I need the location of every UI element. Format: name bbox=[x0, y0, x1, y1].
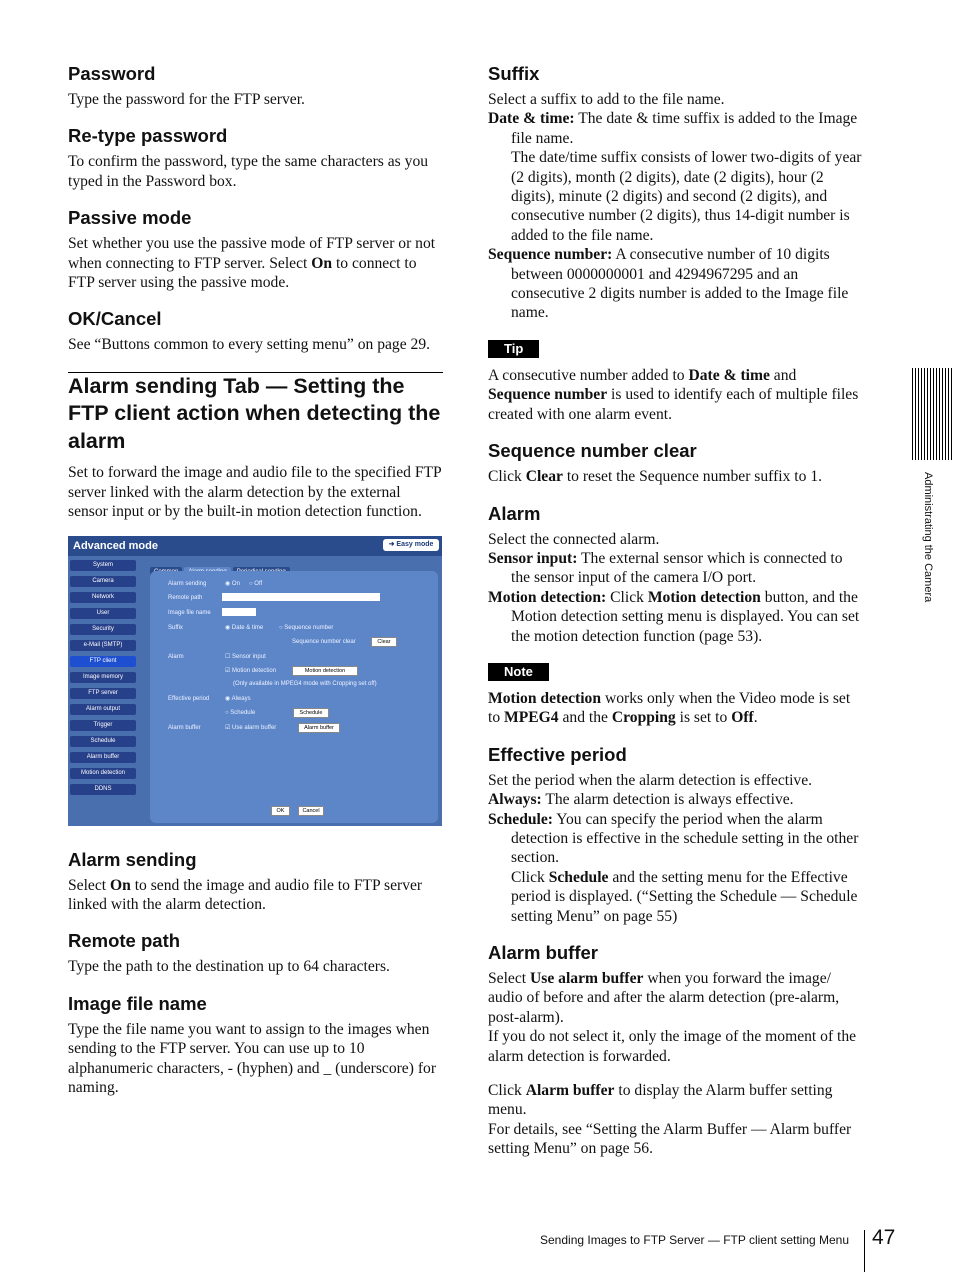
section-title: Alarm sending Tab — Setting the FTP client action when detecting the alarm bbox=[68, 373, 441, 453]
buffer-heading: Alarm buffer bbox=[488, 942, 598, 963]
okcancel-text: See “Buttons common to every setting menu” on page 29. bbox=[68, 336, 431, 354]
image-file-section bbox=[68, 992, 443, 1098]
footer-divider bbox=[864, 1230, 865, 1272]
menu-item: Motion detection bbox=[70, 768, 136, 779]
suffix-heading: Suffix bbox=[488, 63, 540, 84]
menu-item: Schedule bbox=[70, 736, 136, 747]
suffix-date-detail: The date/time suffix consists of lower two-digits of year (2 digits), month (2 digits), date (2 digits), hour (2 digits), minute (2 digits) and second (2 digits), and consecutive number (2 digits), thus 14-digit number is added to the file name. bbox=[511, 149, 862, 244]
tip-section bbox=[488, 338, 862, 424]
buffer-click: Click Alarm buffer to display the Alarm buffer setting menu. bbox=[488, 1082, 833, 1119]
clear-button: Clear bbox=[371, 637, 397, 647]
menu-item: Security bbox=[70, 624, 136, 635]
menu-item: e-Mail (SMTP) bbox=[70, 640, 136, 651]
buffer-text: Select Use alarm buffer when you forward the image/ audio of before and after the alarm detection (pre-alarm, post-alarm). bbox=[488, 970, 840, 1026]
section-tab-marker bbox=[912, 368, 954, 460]
menu-item: Network bbox=[70, 592, 136, 603]
remote-path-section bbox=[68, 929, 443, 976]
note-text: Motion detection works only when the Video mode is set to MPEG4 and the Cropping is set to Off. bbox=[488, 689, 851, 727]
passive-section bbox=[68, 206, 443, 292]
left-column bbox=[68, 62, 443, 1112]
suffix-section bbox=[488, 62, 862, 323]
label-alarm-sending: Alarm sending bbox=[168, 580, 207, 587]
menu-item: System bbox=[70, 560, 136, 571]
seqclear-heading: Sequence number clear bbox=[488, 440, 697, 462]
retype-heading: Re-type password bbox=[68, 125, 228, 147]
password-text: Type the password for the FTP server. bbox=[68, 91, 305, 108]
remote-path-text: Type the path to the destination up to 64 characters. bbox=[68, 958, 390, 976]
label-remote-path: Remote path bbox=[168, 594, 203, 601]
suffix-intro: Select a suffix to add to the file name. bbox=[488, 91, 725, 108]
okcancel-section bbox=[68, 307, 443, 354]
suffix-sequence: Sequence number: A consecutive number of 10 digits between 0000000001 and 4294967295 and an consecutive 2 digits number is added to the Image file name. bbox=[488, 246, 849, 322]
screenshot-menu bbox=[70, 560, 136, 800]
label-alarm: Alarm bbox=[168, 653, 184, 660]
alarm-heading: Alarm bbox=[488, 502, 541, 524]
remote-path-box bbox=[222, 593, 380, 601]
menu-item: FTP server bbox=[70, 688, 136, 699]
menu-item: Alarm buffer bbox=[70, 752, 136, 763]
seqclear-section bbox=[488, 439, 862, 486]
opt-off: ○ Off bbox=[249, 580, 263, 587]
image-file-text: Type the file name you want to assign to the images when sending to the FTP server. You can use up to 10 alphanumeric characters, - (hyphen) and _ (underscore) for naming. bbox=[68, 1020, 437, 1096]
page-footer: Sending Images to FTP Server — FTP client setting Menu bbox=[540, 1233, 850, 1247]
screenshot-title: Advanced mode bbox=[68, 536, 442, 556]
okcancel-heading: OK/Cancel bbox=[68, 308, 162, 330]
password-section bbox=[68, 62, 443, 109]
buffer-section bbox=[488, 941, 862, 1159]
opt-always: ◉ Always bbox=[225, 695, 251, 702]
alarm-motion: Motion detection: Click Motion detection button, and the Motion detection setting menu is displayed. You can set the motion detection function (page 53). bbox=[488, 588, 860, 645]
retype-text: To confirm the password, type the same characters as you typed in the Password box. bbox=[68, 153, 429, 190]
alarm-sending-section bbox=[68, 848, 443, 915]
alarm-sending-heading: Alarm sending bbox=[68, 848, 197, 870]
cancel-button: Cancel bbox=[298, 806, 324, 816]
note-label: Note bbox=[488, 663, 549, 681]
ok-button: OK bbox=[271, 806, 290, 816]
effective-heading: Effective period bbox=[488, 743, 627, 765]
ftp-client-screenshot bbox=[68, 536, 442, 826]
buffer-details: For details, see “Setting the Alarm Buffer — Alarm buffer setting Menu” on page 56. bbox=[488, 1120, 852, 1158]
tip-label: Tip bbox=[488, 340, 539, 358]
buffer-text-2: If you do not select it, only the image of the moment of the alarm detection is forwarded. bbox=[488, 1028, 857, 1065]
easy-mode-button: ➜ Easy mode bbox=[383, 539, 439, 551]
retype-section bbox=[68, 124, 443, 191]
suffix-date-time: Date & time: The date & time suffix is added to the Image file name. bbox=[488, 110, 858, 147]
alarm-sensor: Sensor input: The external sensor which is connected to the sensor input of the camera I/O port. bbox=[488, 549, 843, 587]
effective-schedule: Schedule: You can specify the period when the alarm detection is effective in the schedule setting in the other section. bbox=[488, 810, 859, 867]
tip-text: A consecutive number added to Date & time and Sequence number is used to identify each of multiple files created with one alarm event. bbox=[488, 366, 859, 423]
label-suffix: Suffix bbox=[168, 624, 183, 631]
note-section bbox=[488, 661, 862, 728]
seq-clear-label: Sequence number clear bbox=[292, 638, 356, 645]
menu-item: User bbox=[70, 608, 136, 619]
menu-item: Camera bbox=[70, 576, 136, 587]
opt-schedule: ○ Schedule bbox=[225, 709, 256, 716]
image-file-heading: Image file name bbox=[68, 992, 207, 1014]
chk-use-buffer: ☑ Use alarm buffer bbox=[225, 724, 277, 731]
opt-sequence: ○ Sequence number bbox=[279, 624, 334, 631]
image-file-box bbox=[222, 608, 256, 616]
password-heading: Password bbox=[68, 63, 156, 84]
menu-item: FTP client bbox=[70, 656, 136, 667]
label-buffer: Alarm buffer bbox=[168, 724, 201, 731]
seqclear-text: Click Clear to reset the Sequence number suffix to 1. bbox=[488, 468, 823, 486]
menu-item: DDNS bbox=[70, 784, 136, 795]
only-note: (Only available in MPEG4 mode with Cropping set off) bbox=[233, 680, 377, 687]
effective-click: Click Schedule and the setting menu for the Effective period is displayed. (“Setting the Schedule — Schedule setting Menu” on page 55) bbox=[511, 868, 858, 925]
passive-heading: Passive mode bbox=[68, 207, 192, 229]
effective-intro: Set the period when the alarm detection is effective. bbox=[488, 771, 813, 789]
right-column bbox=[488, 62, 862, 1174]
alarm-section bbox=[488, 502, 862, 646]
chk-sensor: ☐ Sensor input bbox=[225, 653, 266, 660]
opt-date-time: ◉ Date & time bbox=[225, 624, 264, 631]
label-effective: Effective period bbox=[168, 695, 210, 702]
remote-path-heading: Remote path bbox=[68, 930, 181, 952]
menu-item: Image memory bbox=[70, 672, 136, 683]
side-tab-label: Administrating the Camera bbox=[922, 472, 934, 603]
schedule-button: Schedule bbox=[293, 708, 329, 718]
passive-text: Set whether you use the passive mode of FTP server or not when connecting to FTP server. Select On to connect to FTP server using the passive mode. bbox=[68, 235, 436, 292]
alarm-intro: Select the connected alarm. bbox=[488, 530, 660, 548]
menu-item: Trigger bbox=[70, 720, 136, 731]
menu-item: Alarm output bbox=[70, 704, 136, 715]
page-number: 47 bbox=[872, 1226, 896, 1249]
section-intro: Set to forward the image and audio file to the specified FTP server linked with the alarm detection by the external sensor input or by the built-in motion detection function. bbox=[68, 464, 442, 521]
motion-detection-button: Motion detection bbox=[292, 666, 358, 676]
effective-section bbox=[488, 743, 862, 926]
opt-on: ◉ On bbox=[225, 580, 240, 587]
chk-motion: ☑ Motion detection bbox=[225, 667, 277, 674]
alarm-sending-text: Select On to send the image and audio file to FTP server linked with the alarm detection. bbox=[68, 876, 423, 913]
effective-always: Always: The alarm detection is always effective. bbox=[488, 791, 794, 809]
label-image-file: Image file name bbox=[168, 609, 211, 616]
alarm-buffer-button: Alarm buffer bbox=[298, 723, 340, 733]
